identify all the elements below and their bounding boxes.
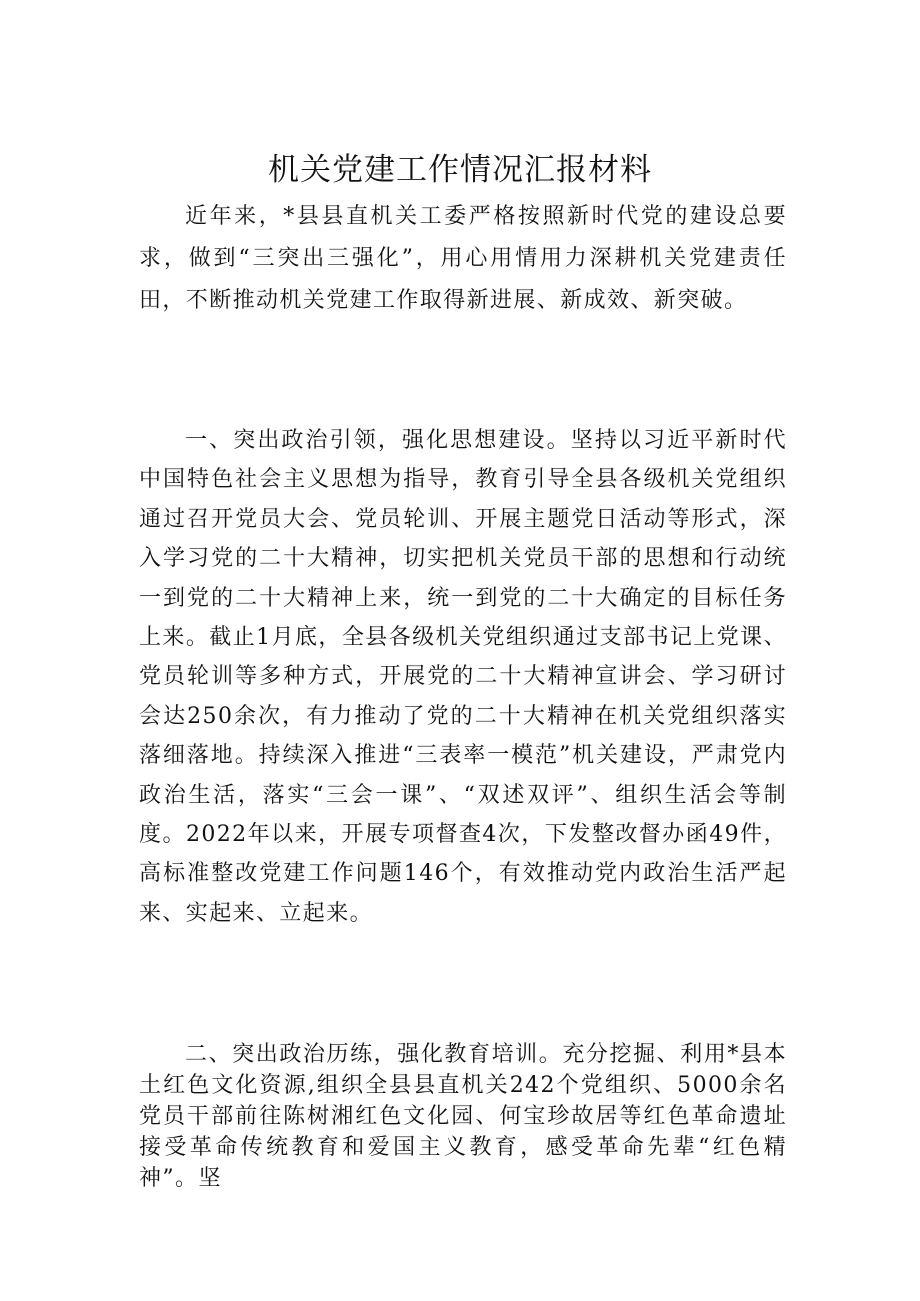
paragraph-section-1: 一、突出政治引领，强化思想建设。坚持以习近平新时代中国特色社会主义思想为指导，教育引导全县各级机关党组织通过召开党员大会、党员轮训、开展主题党日活动等形式，深入学习党的二十大精神，切实把机关党员干部的思想和行动统一到党的二十大精神上来，统一到党的二十大确定的目标任务上来。截止1月底，全县各级机关党组织通过支部书记上党课、党员轮训等多种方式，开展党的二十大精神宣讲会、学习研讨会达250余次，有力推动了党的二十大精神在机关党组织落实落细落地。持续深入推进“三表率一模范”机关建设，严肃党内政治生活，落实“三会一课”、“双述双评”、组织生活会等制度。2022年以来，开展专项督查4次，下发整改督办函49件，高标准整改党建工作问题146个，有效推动党内政治生活严起来、实起来、立起来。 xyxy=(139,428,787,926)
paragraph-intro: 近年来，*县县直机关工委严格按照新时代党的建设总要求，做到“三突出三强化”，用心用情用力深耕机关党建责任田，不断推动机关党建工作取得新进展、新成效、新突破。 xyxy=(139,204,787,313)
paragraph-section-2: 二、突出政治历练，强化教育培训。充分挖掘、利用*县本土红色文化资源,组织全县县直机关242个党组织、5000余名党员干部前往陈树湘红色文化园、何宝珍故居等红色革命遗址接受革命传统教育和爱国主义教育，感受革命先辈“红色精神”。坚 xyxy=(139,1042,787,1191)
document-title: 机关党建工作情况汇报材料 xyxy=(268,152,652,188)
